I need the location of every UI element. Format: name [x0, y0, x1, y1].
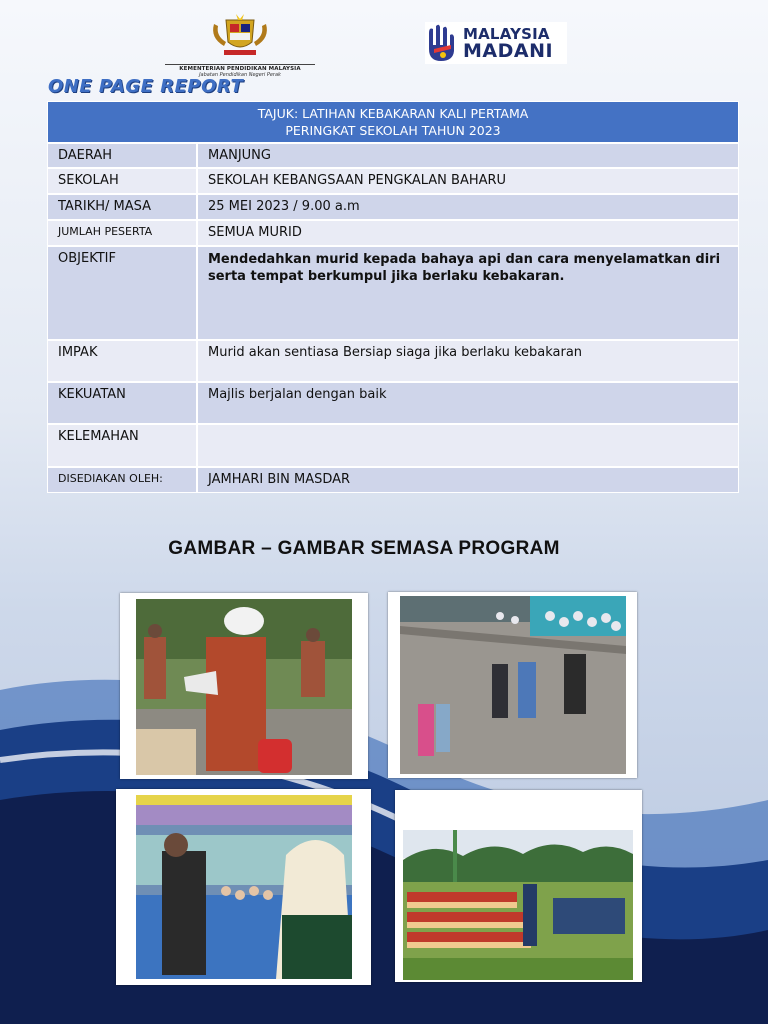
- photo-indoor-briefing: [136, 795, 352, 979]
- ministry-name: KEMENTERIAN PENDIDIKAN MALAYSIA: [165, 64, 315, 72]
- table-heading-line2: PERINGKAT SEKOLAH TAHUN 2023: [285, 123, 501, 138]
- row-value: Majlis berjalan dengan baik: [208, 387, 387, 402]
- ministry-logo: [165, 12, 315, 78]
- photo-field-gathering: [403, 830, 633, 980]
- photos-heading: GAMBAR – GAMBAR SEMASA PROGRAM: [168, 538, 560, 559]
- row-label: DAERAH: [48, 144, 198, 167]
- coat-of-arms-icon: [206, 12, 274, 58]
- photo-assembly-area: [400, 596, 626, 774]
- report-table: [47, 101, 739, 493]
- row-label: JUMLAH PESERTA: [48, 221, 198, 245]
- photo-firefighter-demo: [136, 599, 352, 775]
- row-label: SEKOLAH: [48, 169, 198, 193]
- photo-frame: [395, 790, 642, 982]
- table-row-daerah: [48, 144, 738, 169]
- table-row-sekolah: [48, 169, 738, 195]
- row-label: OBJEKTIF: [48, 247, 198, 339]
- row-value: Murid akan sentiasa Bersiap siaga jika berlaku kebakaran: [208, 345, 583, 360]
- row-value: SEKOLAH KEBANGSAAN PENGKALAN BAHARU: [208, 173, 507, 188]
- table-row-tarikh: [48, 195, 738, 221]
- row-label: IMPAK: [48, 341, 198, 381]
- row-value: SEMUA MURID: [208, 225, 302, 240]
- table-row-objektif: [48, 247, 738, 341]
- row-value: 25 MEI 2023 / 9.00 a.m: [208, 199, 360, 214]
- report-title: ONE PAGE REPORT: [48, 76, 244, 97]
- row-label: DISEDIAKAN OLEH:: [48, 468, 198, 492]
- madani-line1: MALAYSIA: [463, 25, 550, 43]
- row-value: [198, 425, 738, 466]
- table-heading-line1: TAJUK: LATIHAN KEBAKARAN KALI PERTAMA: [257, 106, 529, 121]
- department-name: Jabatan Pendidikan Negeri Perak: [199, 72, 281, 78]
- madani-line2: MADANI: [463, 40, 554, 62]
- row-label: KELEMAHAN: [48, 425, 198, 466]
- row-label: TARIKH/ MASA: [48, 195, 198, 219]
- photo-frame: [116, 789, 371, 985]
- malaysia-madani-logo: [425, 22, 567, 64]
- photo-frame: [120, 593, 368, 779]
- madani-hand-icon: [425, 23, 459, 63]
- table-row-jumlah: [48, 221, 738, 247]
- table-heading: [48, 102, 738, 144]
- row-value: MANJUNG: [208, 148, 271, 163]
- row-label: KEKUATAN: [48, 383, 198, 423]
- table-row-impak: [48, 341, 738, 383]
- table-row-kekuatan: [48, 383, 738, 425]
- row-value: JAMHARI BIN MASDAR: [208, 472, 351, 487]
- table-row-kelemahan: [48, 425, 738, 468]
- photo-frame: [388, 592, 637, 778]
- row-value: Mendedahkan murid kepada bahaya api dan cara menyelamatkan diri serta tempat berkumpul jika berlaku kebakaran.: [208, 252, 721, 284]
- table-row-disediakan: [48, 468, 738, 492]
